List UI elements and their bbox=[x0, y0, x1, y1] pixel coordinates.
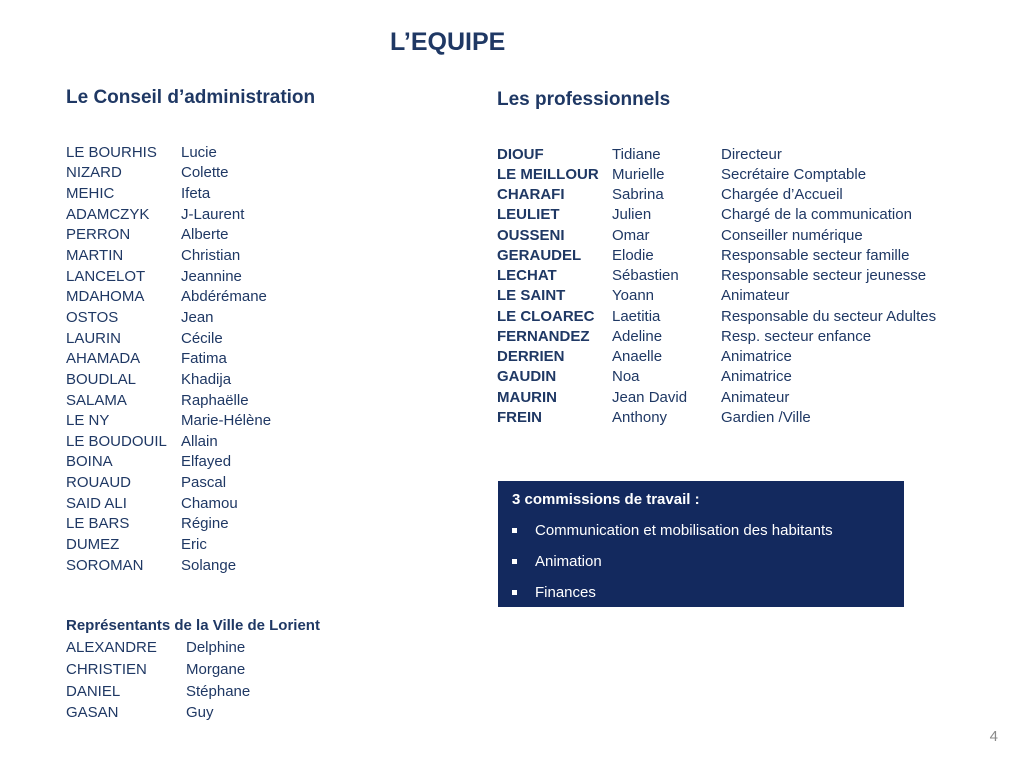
member-last-name: DUMEZ bbox=[66, 535, 120, 553]
commission-item-label: Communication et mobilisation des habitants bbox=[535, 522, 833, 539]
member-last-name: BOUDLAL bbox=[66, 370, 137, 388]
commission-item-label: Finances bbox=[535, 584, 596, 601]
member-last-name: ALEXANDRE bbox=[66, 639, 157, 657]
member-first-name: Alberte bbox=[181, 226, 229, 244]
board-section-heading: Le Conseil d’administration bbox=[66, 87, 316, 108]
member-first-name: Anaelle bbox=[612, 348, 663, 366]
commission-item bbox=[512, 577, 890, 608]
commissions-box bbox=[498, 481, 904, 607]
member-first-name: Marie-Hélène bbox=[181, 412, 272, 430]
member-last-name: LE BOUDOUIL bbox=[66, 432, 167, 450]
city-representative-row bbox=[66, 637, 446, 659]
professional-row bbox=[497, 245, 977, 265]
member-first-name: Jean bbox=[181, 308, 214, 326]
board-member-list bbox=[66, 142, 446, 575]
member-first-name: Raphaëlle bbox=[181, 391, 249, 409]
member-role: Responsable secteur famille bbox=[721, 246, 910, 264]
member-first-name: Yoann bbox=[612, 287, 654, 305]
member-last-name: LE NY bbox=[66, 412, 110, 430]
professional-row bbox=[497, 367, 977, 387]
member-last-name: AHAMADA bbox=[66, 350, 141, 368]
member-last-name: LE CLOAREC bbox=[497, 307, 595, 325]
member-last-name: DANIEL bbox=[66, 682, 121, 700]
professional-row bbox=[497, 185, 977, 205]
professionals-list bbox=[497, 144, 977, 428]
professional-row bbox=[497, 407, 977, 427]
member-first-name: Abdérémane bbox=[181, 288, 267, 306]
board-member-row bbox=[66, 225, 446, 246]
member-last-name: LE SAINT bbox=[497, 287, 566, 305]
member-last-name: DIOUF bbox=[497, 145, 544, 163]
board-member-row bbox=[66, 245, 446, 266]
member-first-name: Khadija bbox=[181, 370, 232, 388]
member-first-name: Ifeta bbox=[181, 185, 211, 203]
board-member-row bbox=[66, 555, 446, 576]
member-first-name: Jean David bbox=[612, 388, 688, 406]
member-last-name: LEULIET bbox=[497, 206, 560, 224]
member-first-name: Laetitia bbox=[612, 307, 661, 325]
board-member-row bbox=[66, 472, 446, 493]
board-member-row bbox=[66, 369, 446, 390]
board-member-row bbox=[66, 348, 446, 369]
member-first-name: Tidiane bbox=[612, 145, 661, 163]
member-last-name: FERNANDEZ bbox=[497, 327, 590, 345]
commission-item-label: Animation bbox=[535, 553, 602, 570]
member-first-name: Guy bbox=[186, 704, 214, 722]
commissions-heading: 3 commissions de travail : bbox=[512, 491, 700, 508]
member-role: Gardien /Ville bbox=[721, 408, 811, 426]
member-first-name: Anthony bbox=[612, 408, 668, 426]
square-bullet-icon bbox=[512, 590, 517, 595]
member-last-name: LE MEILLOUR bbox=[497, 165, 599, 183]
city-representative-row bbox=[66, 659, 446, 681]
member-last-name: CHARAFI bbox=[497, 186, 565, 204]
board-member-row bbox=[66, 183, 446, 204]
board-member-row bbox=[66, 142, 446, 163]
member-last-name: GASAN bbox=[66, 704, 119, 722]
member-last-name: SAID ALI bbox=[66, 494, 127, 512]
member-role: Animateur bbox=[721, 287, 790, 305]
member-role: Resp. secteur enfance bbox=[721, 327, 872, 345]
commission-item bbox=[512, 546, 890, 577]
member-role: Animatrice bbox=[721, 348, 792, 366]
member-last-name: ADAMCZYK bbox=[66, 205, 150, 223]
board-member-row bbox=[66, 266, 446, 287]
board-member-row bbox=[66, 452, 446, 473]
member-role: Animatrice bbox=[721, 368, 792, 386]
professional-row bbox=[497, 205, 977, 225]
member-last-name: MDAHOMA bbox=[66, 288, 145, 306]
member-last-name: OUSSENI bbox=[497, 226, 565, 244]
professional-row bbox=[497, 266, 977, 286]
city-representatives-list bbox=[66, 637, 446, 724]
member-first-name: Julien bbox=[612, 206, 652, 224]
member-last-name: LANCELOT bbox=[66, 267, 146, 285]
member-role: Responsable secteur jeunesse bbox=[721, 267, 927, 285]
member-last-name: SALAMA bbox=[66, 391, 127, 409]
member-first-name: Sébastien bbox=[612, 267, 679, 285]
member-first-name: Sabrina bbox=[612, 186, 664, 204]
board-member-row bbox=[66, 493, 446, 514]
page-title: L’EQUIPE bbox=[390, 28, 506, 56]
board-member-row bbox=[66, 163, 446, 184]
member-last-name: DERRIEN bbox=[497, 348, 565, 366]
city-representative-row bbox=[66, 702, 446, 724]
member-first-name: Régine bbox=[181, 515, 229, 533]
professional-row bbox=[497, 286, 977, 306]
professional-row bbox=[497, 306, 977, 326]
member-first-name: Allain bbox=[181, 432, 218, 450]
member-first-name: Cécile bbox=[181, 329, 223, 347]
board-member-row bbox=[66, 431, 446, 452]
member-last-name: MARTIN bbox=[66, 247, 124, 265]
city-representatives-heading: Représentants de la Ville de Lorient bbox=[66, 617, 320, 634]
professionals-section-heading: Les professionnels bbox=[497, 89, 671, 110]
professional-row bbox=[497, 164, 977, 184]
member-first-name: Lucie bbox=[181, 143, 217, 161]
professional-row bbox=[497, 387, 977, 407]
member-last-name: NIZARD bbox=[66, 164, 122, 182]
member-first-name: Jeannine bbox=[181, 267, 242, 285]
member-first-name: Delphine bbox=[186, 639, 246, 657]
member-last-name: ROUAUD bbox=[66, 474, 132, 492]
board-member-row bbox=[66, 307, 446, 328]
member-first-name: Elodie bbox=[612, 246, 654, 264]
member-last-name: OSTOS bbox=[66, 308, 119, 326]
member-last-name: MEHIC bbox=[66, 185, 115, 203]
page-number: 4 bbox=[989, 728, 998, 745]
board-member-row bbox=[66, 534, 446, 555]
member-first-name: Elfayed bbox=[181, 453, 232, 471]
member-first-name: Stéphane bbox=[186, 682, 251, 700]
member-last-name: LAURIN bbox=[66, 329, 122, 347]
member-role: Secrétaire Comptable bbox=[721, 165, 867, 183]
member-first-name: Morgane bbox=[186, 661, 246, 679]
member-last-name: LE BARS bbox=[66, 515, 130, 533]
member-first-name: Murielle bbox=[612, 165, 665, 183]
member-first-name: Eric bbox=[181, 535, 207, 553]
member-role: Animateur bbox=[721, 388, 790, 406]
board-member-row bbox=[66, 390, 446, 411]
commissions-bullet-list bbox=[512, 515, 890, 608]
member-last-name: LE BOURHIS bbox=[66, 143, 157, 161]
member-last-name: FREIN bbox=[497, 408, 542, 426]
member-first-name: Chamou bbox=[181, 494, 238, 512]
member-role: Chargée d’Accueil bbox=[721, 186, 843, 204]
member-first-name: Christian bbox=[181, 247, 241, 265]
board-member-row bbox=[66, 410, 446, 431]
member-first-name: Adeline bbox=[612, 327, 663, 345]
board-member-row bbox=[66, 514, 446, 535]
member-role: Responsable du secteur Adultes bbox=[721, 307, 937, 325]
member-first-name: J-Laurent bbox=[181, 205, 245, 223]
commission-item bbox=[512, 515, 890, 546]
board-member-row bbox=[66, 204, 446, 225]
member-last-name: SOROMAN bbox=[66, 556, 144, 574]
professional-row bbox=[497, 144, 977, 164]
professional-row bbox=[497, 347, 977, 367]
member-first-name: Fatima bbox=[181, 350, 227, 368]
city-representative-row bbox=[66, 680, 446, 702]
professional-row bbox=[497, 326, 977, 346]
square-bullet-icon bbox=[512, 559, 517, 564]
member-role: Directeur bbox=[721, 145, 782, 163]
member-first-name: Colette bbox=[181, 164, 229, 182]
square-bullet-icon bbox=[512, 528, 517, 533]
professional-row bbox=[497, 225, 977, 245]
board-member-row bbox=[66, 286, 446, 307]
member-last-name: MAURIN bbox=[497, 388, 557, 406]
board-member-row bbox=[66, 328, 446, 349]
member-last-name: LECHAT bbox=[497, 267, 557, 285]
member-first-name: Omar bbox=[612, 226, 650, 244]
member-first-name: Pascal bbox=[181, 474, 227, 492]
member-role: Chargé de la communication bbox=[721, 206, 912, 224]
member-last-name: GERAUDEL bbox=[497, 246, 582, 264]
member-last-name: CHRISTIEN bbox=[66, 661, 147, 679]
member-last-name: BOINA bbox=[66, 453, 113, 471]
member-first-name: Solange bbox=[181, 556, 237, 574]
member-last-name: PERRON bbox=[66, 226, 131, 244]
member-role: Conseiller numérique bbox=[721, 226, 863, 244]
member-first-name: Noa bbox=[612, 368, 640, 386]
member-last-name: GAUDIN bbox=[497, 368, 557, 386]
